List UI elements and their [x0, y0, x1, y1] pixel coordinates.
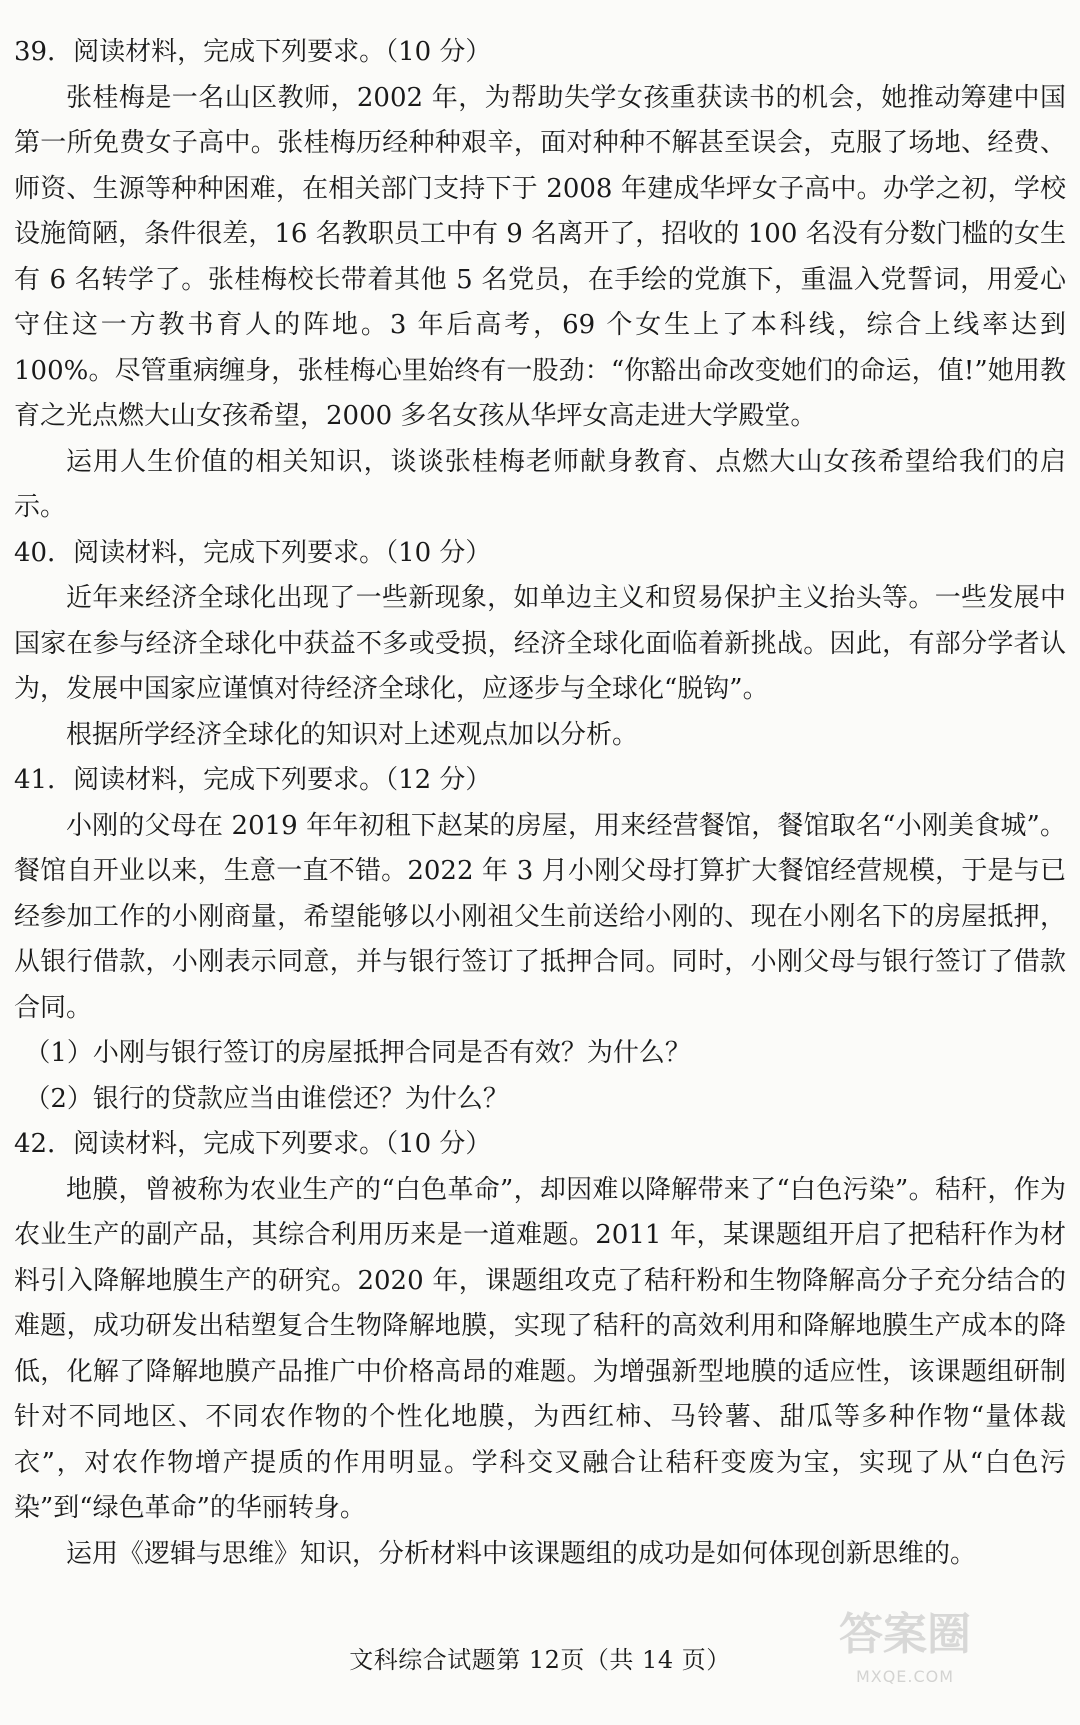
- watermark-logo-text: 答案圈: [839, 1609, 971, 1660]
- question-40: [14, 531, 1066, 759]
- question-41-title: 41．阅读材料，完成下列要求。（12 分）: [14, 765, 492, 795]
- question-39: [14, 30, 1066, 531]
- page-footer: 文科综合试题第 12页（共 14 页）: [349, 1646, 731, 1674]
- question-41-material: 小刚的父母在 2019 年年初租下赵某的房屋，用来经营餐馆，餐馆取名“小刚美食城”。餐馆自开业以来，生意一直不错。2022 年 3 月小刚父母打算扩大餐馆经营规模，于是与已经参加工作的小刚商量，希望能够以小刚祖父生前送给小刚的、现在小刚名下的房屋抵押，从银行借款，小刚表示同意，并与银行签订了抵押合同。同时，小刚父母与银行签订了借款合同。: [14, 810, 1066, 1023]
- question-39-prompt: 运用人生价值的相关知识，谈谈张桂梅老师献身教育、点燃大山女孩希望给我们的启示。: [14, 446, 1066, 522]
- question-42-material: 地膜，曾被称为农业生产的“白色革命”，却因难以降解带来了“白色污染”。秸秆，作为农业生产的副产品，其综合利用历来是一道难题。2011 年，某课题组开启了把秸秆作为材料引入降解地膜生产的研究。2020 年，课题组攻克了秸秆粉和生物降解高分子充分结合的难题，成功研发出秸塑复合生物降解地膜，实现了秸秆的高效利用和降解地膜生产成本的降低，化解了降解地膜产品推广中价格高昂的难题。为增强新型地膜的适应性，该课题组研制针对不同地区、不同农作物的个性化地膜，为西红柿、马铃薯、甜瓜等多种作物“量体裁衣”，对农作物增产提质的作用明显。学科交叉融合让秸秆变废为宝，实现了从“白色污染”到“绿色革命”的华丽转身。: [14, 1174, 1066, 1523]
- question-41-subquestion-1: （1）小刚与银行签订的房屋抵押合同是否有效？为什么？: [24, 1038, 691, 1068]
- question-39-title: 39．阅读材料，完成下列要求。（10 分）: [14, 37, 492, 67]
- question-40-prompt: 根据所学经济全球化的知识对上述观点加以分析。: [66, 719, 639, 750]
- question-41-subquestion-2: （2）银行的贷款应当由谁偿还？为什么？: [24, 1083, 509, 1114]
- question-39-material: 张桂梅是一名山区教师，2002 年，为帮助失学女孩重获读书的机会，她推动筹建中国第一所免费女子高中。张桂梅历经种种艰辛，面对种种不解甚至误会，克服了场地、经费、师资、生源等种种困难，在相关部门支持下于 2008 年建成华坪女子高中。办学之初，学校设施简陋，条件很差，16 名教职员工中有 9 名离开了，招收的 100 名没有分数门槛的女生有 6 名转学了。张桂梅校长带着其他 5 名党员，在手绘的党旗下，重温入党誓词，用爱心守住这一方教书育人的阵地。3 年后高考，69 个女生上了本科线，综合上线率达到 100%。尽管重病缠身，张桂梅心里始终有一股劲：“你豁出命改变她们的命运，值!”她用教育之光点燃大山女孩希望，2000 多名女孩从华坪女高走进大学殿堂。: [14, 82, 1066, 431]
- exam-page-content: [14, 30, 1066, 1577]
- watermark-site-text: MXQE.COM: [855, 1667, 955, 1686]
- question-40-title: 40．阅读材料，完成下列要求。（10 分）: [14, 537, 492, 568]
- question-42-prompt: 运用《逻辑与思维》知识，分析材料中该课题组的成功是如何体现创新思维的。: [66, 1538, 977, 1569]
- question-42-title: 42．阅读材料，完成下列要求。（10 分）: [14, 1129, 492, 1159]
- watermark-logo: [820, 1605, 990, 1695]
- question-40-material: 近年来经济全球化出现了一些新现象，如单边主义和贸易保护主义抬头等。一些发展中国家在参与经济全球化中获益不多或受损，经济全球化面临着新挑战。因此，有部分学者认为，发展中国家应谨慎对待经济全球化，应逐步与全球化“脱钩”。: [14, 583, 1066, 704]
- question-41: [14, 758, 1066, 1122]
- question-42: [14, 1122, 1066, 1577]
